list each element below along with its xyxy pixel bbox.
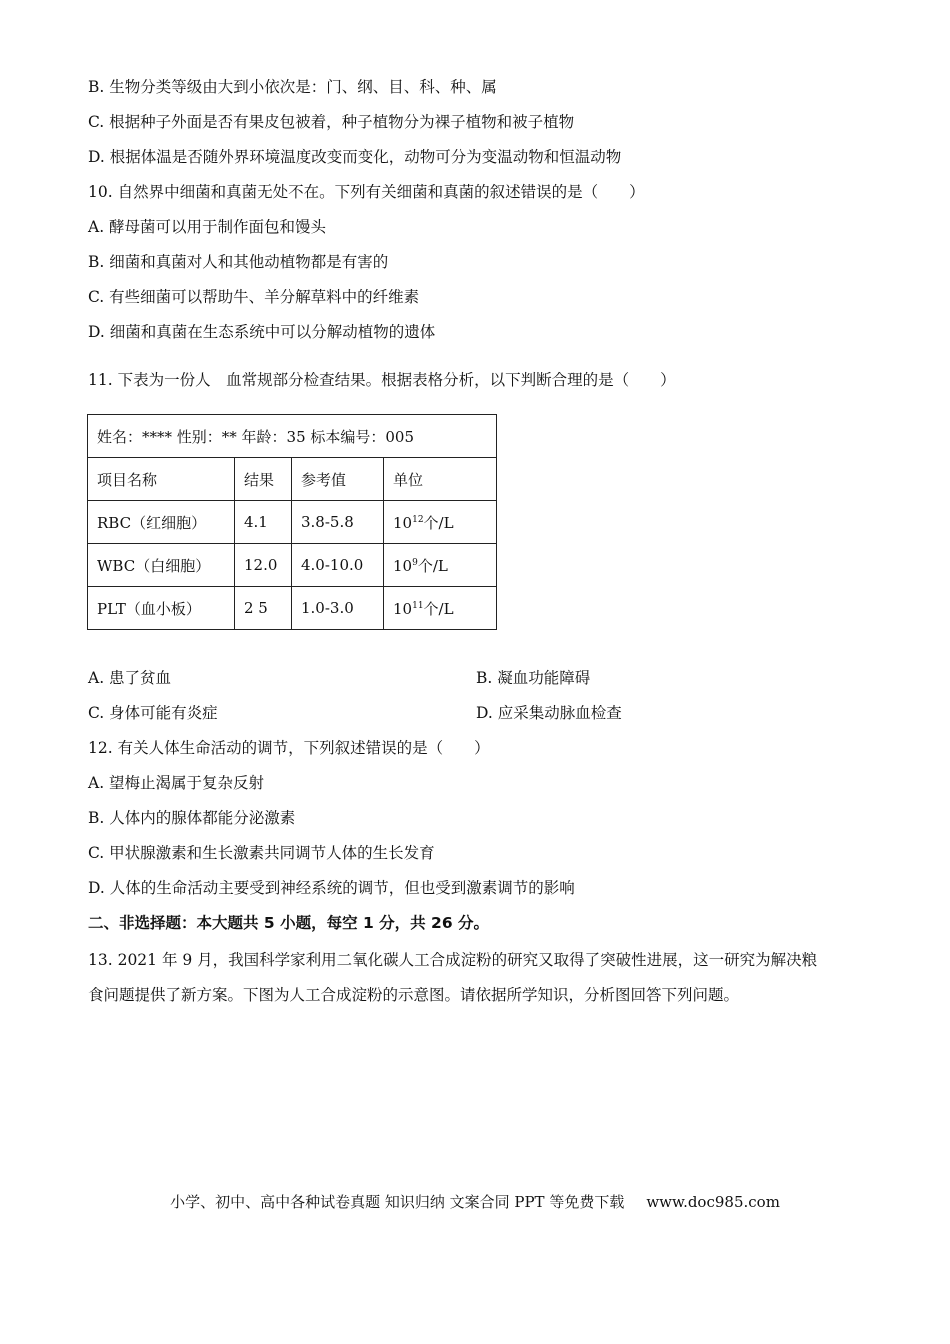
item-name-cell: WBC（白细胞）	[88, 544, 235, 587]
unit-suffix: 个/L	[417, 556, 448, 575]
table-column-header-row	[88, 458, 497, 501]
unit-exponent: 9	[412, 557, 418, 568]
table-row	[88, 587, 497, 630]
result-cell: 4.1	[235, 501, 292, 544]
q12-stem: 12. 有关人体生命活动的调节，下列叙述错误的是（ ）	[88, 739, 490, 757]
unit-cell	[384, 587, 497, 630]
q10-option-c: C. 有些细菌可以帮助牛、羊分解草料中的纤维素	[88, 288, 420, 306]
q12-option-b: B. 人体内的腺体都能分泌激素	[88, 809, 296, 827]
unit-exponent: 11	[412, 600, 424, 611]
q10-option-a: A. 酵母菌可以用于制作面包和馒头	[88, 218, 327, 236]
unit-exponent: 12	[412, 514, 424, 525]
table-row	[88, 544, 497, 587]
reference-cell: 1.0-3.0	[292, 587, 384, 630]
q9-option-b: B. 生物分类等级由大到小依次是：门、纲、目、科、种、属	[88, 78, 497, 96]
q12-option-c: C. 甲状腺激素和生长激素共同调节人体的生长发育	[88, 844, 435, 862]
unit-cell	[384, 501, 497, 544]
unit-suffix: 个/L	[423, 599, 454, 618]
footer-text: 小学、初中、高中各种试卷真题 知识归纳 文案合同 PPT 等免费下载	[170, 1193, 625, 1211]
q12-option-a: A. 望梅止渴属于复杂反射	[88, 774, 265, 792]
q9-option-d: D. 根据体温是否随外界环境温度改变而变化，动物可分为变温动物和恒温动物	[88, 148, 622, 166]
reference-cell: 3.8-5.8	[292, 501, 384, 544]
unit-suffix: 个/L	[423, 513, 454, 532]
q10-option-b: B. 细菌和真菌对人和其他动植物都是有害的	[88, 253, 389, 271]
q11-stem: 11. 下表为一份人 血常规部分检查结果。根据表格分析，以下判断合理的是（ ）	[88, 371, 676, 389]
item-name-cell: RBC（红细胞）	[88, 501, 235, 544]
blood-test-table	[87, 414, 497, 630]
q11-option-c: C. 身体可能有炎症	[88, 704, 218, 722]
column-header: 项目名称	[88, 458, 235, 501]
q11-option-a: A. 患了贫血	[88, 669, 172, 687]
q12-option-d: D. 人体的生命活动主要受到神经系统的调节，但也受到激素调节的影响	[88, 879, 575, 897]
unit-base: 10	[393, 513, 413, 532]
result-cell: 2 5	[235, 587, 292, 630]
q13-stem-line1: 13. 2021 年 9 月，我国科学家利用二氧化碳人工合成淀粉的研究又取得了突破性进展，这一研究为解决粮	[88, 951, 818, 969]
item-name-cell: PLT（血小板）	[88, 587, 235, 630]
q10-option-d: D. 细菌和真菌在生态系统中可以分解动植物的遗体	[88, 323, 436, 341]
q9-option-c: C. 根据种子外面是否有果皮包被着，种子植物分为裸子植物和被子植物	[88, 113, 575, 131]
column-header: 单位	[384, 458, 497, 501]
q13-stem-line2: 食问题提供了新方案。下图为人工合成淀粉的示意图。请依据所学知识，分析图回答下列问题。	[88, 986, 740, 1004]
unit-base: 10	[393, 599, 413, 618]
page-footer	[0, 1191, 950, 1212]
unit-base: 10	[393, 556, 413, 575]
section-title: 二、非选择题：本大题共 5 小题，每空 1 分，共 26 分。	[88, 914, 490, 932]
reference-cell: 4.0-10.0	[292, 544, 384, 587]
table-row	[88, 501, 497, 544]
column-header: 参考值	[292, 458, 384, 501]
q11-option-d: D. 应采集动脉血检查	[476, 704, 622, 722]
table-info-row	[88, 415, 497, 458]
footer-url[interactable]: www.doc985.com	[646, 1193, 780, 1211]
table-header-info: 姓名：**** 性别：** 年龄：35 标本编号：005	[88, 415, 497, 458]
unit-cell	[384, 544, 497, 587]
column-header: 结果	[235, 458, 292, 501]
result-cell: 12.0	[235, 544, 292, 587]
q10-stem: 10. 自然界中细菌和真菌无处不在。下列有关细菌和真菌的叙述错误的是（ ）	[88, 183, 645, 201]
q11-option-b: B. 凝血功能障碍	[476, 669, 591, 687]
